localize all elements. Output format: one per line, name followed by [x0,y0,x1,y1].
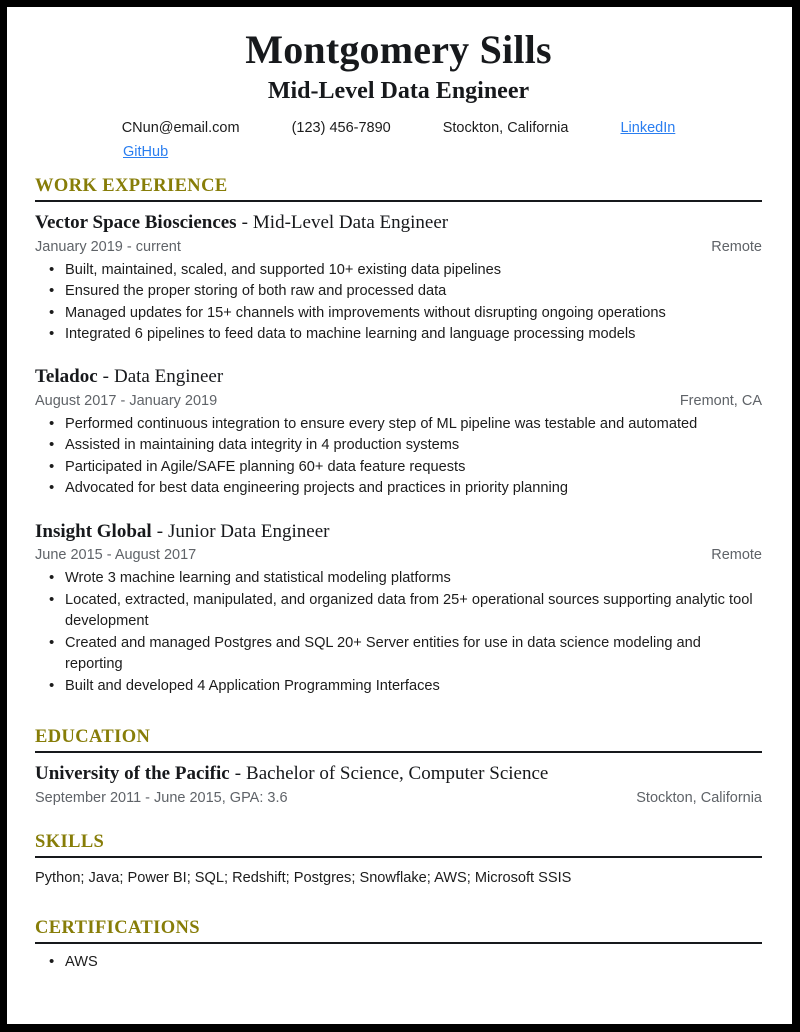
education-separator: - [234,763,242,785]
list-item: • Performed continuous integration to ensure every step of ML pipeline was testable and automated [35,414,762,435]
education-dates-gpa: September 2011 - June 2015, GPA: 3.6 [35,789,288,806]
work-entry-separator: - [102,366,109,388]
list-item: • Integrated 6 pipelines to feed data to machine learning and language processing models [35,324,762,345]
list-item: • Located, extracted, manipulated, and organized data from 25+ operational sources supporting analytic tool development [35,590,762,633]
candidate-headline: Mid-Level Data Engineer [267,78,530,104]
list-item: • Managed updates for 15+ channels with improvements without disrupting ongoing operations [35,303,762,324]
section-title-work: WORK EXPERIENCE [35,176,228,196]
contact-linkedin-link[interactable]: LinkedIn [620,120,676,136]
work-entry-heading [35,364,762,390]
section-title-skills: SKILLS [35,831,105,852]
work-entry-location: Remote [711,547,762,564]
resume-header [35,29,762,160]
work-entry-company: Vector Space Biosciences [35,212,237,233]
contact-row-primary [35,120,762,136]
list-item: • Wrote 3 machine learning and statistical modeling platforms [35,568,762,589]
work-entry-location: Fremont, CA [679,393,762,410]
list-item: • Built, maintained, scaled, and supported 10+ existing data pipelines [35,260,762,281]
contact-github-link[interactable]: GitHub [123,144,169,160]
work-entry-heading [35,210,762,236]
list-item: • Assisted in maintaining data integrity in 4 production systems [35,435,762,456]
work-entry-bullets [35,414,762,500]
work-entry-heading [35,519,762,545]
work-entry [35,364,762,499]
work-entry-dates: June 2015 - August 2017 [35,547,197,564]
section-work-experience [35,176,762,697]
work-entry-role: Mid-Level Data Engineer [252,212,449,233]
resume-page [7,7,792,1024]
section-rule-education [35,751,762,753]
work-entry-location: Remote [711,238,762,255]
contact-phone: (123) 456-7890 [291,120,391,136]
education-location: Stockton, California [636,789,762,806]
section-rule-skills [35,856,762,858]
list-item: • Participated in Agile/SAFE planning 60+ data feature requests [35,457,762,478]
certifications-bullets [35,952,762,973]
work-entry-bullets [35,260,762,346]
list-item: • Built and developed 4 Application Programming Interfaces [35,676,762,697]
education-degree: Bachelor of Science, Computer Science [246,763,549,785]
work-entry-bullets [35,568,762,697]
education-entry-meta [35,790,762,806]
work-entry-role: Junior Data Engineer [168,520,330,542]
list-item: • Advocated for best data engineering projects and practices in priority planning [35,478,762,499]
list-item: • Created and managed Postgres and SQL 20+ Server entities for use in data science modeling and reporting [35,633,762,676]
work-entry-meta [35,547,762,563]
work-entry-dates: August 2017 - January 2019 [35,393,218,410]
work-entry-meta [35,239,762,255]
section-title-certifications: CERTIFICATIONS [35,917,200,938]
section-education [35,727,762,806]
section-skills [35,832,762,890]
work-entry-role: Data Engineer [113,366,224,388]
contact-email[interactable]: CNun@email.com [121,120,240,136]
skills-list: Python; Java; Power BI; SQL; Redshift; Postgres; Snowflake; AWS; Microsoft SSIS [35,869,572,886]
work-entry-company: Insight Global [35,520,152,542]
section-rule-work [35,200,762,202]
work-entry-company: Teladoc [35,366,98,388]
education-entry-heading [35,761,762,787]
contact-location: Stockton, California [442,120,569,136]
education-entry [35,761,762,806]
list-item: • Ensured the proper storing of both raw and processed data [35,281,762,302]
section-title-education: EDUCATION [35,727,151,748]
work-entry [35,519,762,697]
education-school: University of the Pacific [35,763,230,785]
candidate-name: Montgomery Sills [245,27,552,72]
list-item: • AWS [35,952,762,973]
section-certifications [35,918,762,973]
work-entry [35,210,762,345]
work-entry-separator: - [156,520,164,542]
work-entry-separator: - [241,212,248,233]
section-rule-certifications [35,942,762,944]
work-entry-meta [35,393,762,409]
work-entry-dates: January 2019 - current [35,238,181,255]
contact-row-secondary [35,144,762,160]
